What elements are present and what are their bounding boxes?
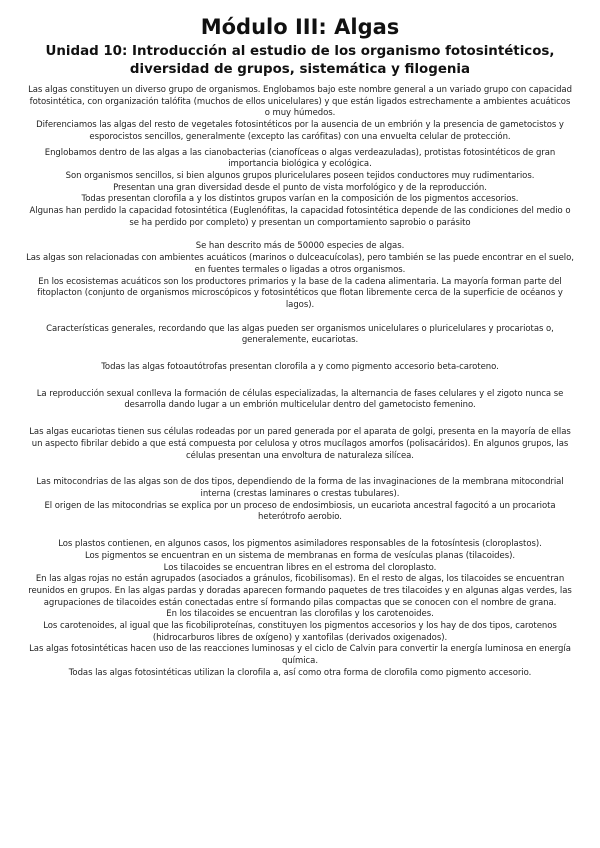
paragraph: Diferenciamos las algas del resto de vegetales fotosintéticos por la ausencia de un embrión y la presencia de gametocistos y esporocistos sencillos, generalmente (excepto las carófitas) con una envuelta celular de protección. [36, 120, 564, 142]
paragraph: Son organismos sencillos, si bien algunos grupos pluricelulares poseen tejidos conductores muy rudimentarios. [65, 170, 535, 181]
unit-subtitle-line-1: Unidad 10: Introducción al estudio de los organismo fotosintéticos, [45, 44, 555, 59]
paragraph: Las algas constituyen un diverso grupo de organismos. Englobamos bajo este nombre general a un variado grupo con capacidad fotosintética, con organización talófita (muchos de ellos unicelulares) y que están ligados estrechamente a ambientes acuáticos o muy húmedos. [28, 85, 572, 119]
paragraph: En los ecosistemas acuáticos son los productores primarios y la base de la cadena alimentaria. La mayoría forman parte del fitoplacton (conjunto de organismos microscópicos y fotosintéticos que flotan libremente cerca de la superficie de océanos y lagos). [37, 276, 563, 310]
paragraph: El origen de las mitocondrias se explica por un proceso de endosimbiosis, un eucariota ancestral fagocitó a un procariota heterótrofo aerobio. [44, 500, 556, 523]
paragraph: En los tilacoides se encuentran las clorofilas y los carotenoides. [166, 609, 434, 620]
unit-subtitle [26, 43, 574, 79]
paragraph: Las mitocondrias de las algas son de dos tipos, dependiendo de la forma de las invaginaciones de la membrana mitocondrial interna (crestas laminares o crestas tubulares). [36, 477, 564, 499]
page-title: Módulo III: Algas [200, 15, 400, 39]
paragraph: Las algas eucariotas tienen sus células rodeadas por un pared generada por el aparata de golgi, presenta en la mayoría de ellas un aspecto fibrilar debido a que está compuesta por celulosa y otros mucílagos amorfos (polisacáridos). En algunos grupos, las células presentan una envoltura de naturaleza silícea. [29, 427, 571, 461]
paragraph: Todas las algas fotoautótrofas presentan clorofila a y como pigmento accesorio beta-caroteno. [101, 362, 499, 373]
paragraph: Las algas fotosintéticas hacen uso de las reacciones luminosas y el ciclo de Calvin para convertir la energía luminosa en energía química. [29, 644, 571, 667]
paragraph: Presentan una gran diversidad desde el punto de vista morfológico y de la reproducción. [113, 182, 487, 193]
paragraph: Se han descrito más de 50000 especies de algas. [195, 241, 405, 252]
paragraph: Algunas han perdido la capacidad fotosintética (Euglenófitas, la capacidad fotosintética depende de las condiciones del medio o se ha perdido por completo) y presentan un comportamiento saprobio o parásito [29, 206, 571, 228]
paragraph: Los tilacoides se encuentran libres en el estroma del cloroplasto. [163, 562, 437, 573]
paragraph: La reproducción sexual conlleva la formación de células especializadas, la alternancia de fases celulares y el zigoto nunca se desarrolla dando lugar a un embrión multicelular dentro del gametocisto femenino. [36, 388, 564, 411]
paragraph: Todas las algas fotosintéticas utilizan la clorofila a, así como otra forma de clorofila como pigmento accesorio. [68, 667, 532, 678]
document-body [26, 85, 574, 680]
paragraph: Todas presentan clorofila a y los distintos grupos varían en la composición de los pigmentos accesorios. [81, 194, 519, 205]
paragraph: En las algas rojas no están agrupados (asociados a gránulos, ficobilisomas). En el resto de algas, los tilacoides se encuentran reunidos en grupos. En las algas pardas y doradas aparecen formando paquetes de tres tilacoides y en algunas algas verdes, las agrupaciones de tilacoides están conectadas entre sí formando pilas compactas que se conocen con el nombre de grana. [28, 574, 572, 608]
unit-subtitle-line-2: diversidad de grupos, sistemática y filogenia [129, 62, 471, 77]
paragraph: Características generales, recordando que las algas pueden ser organismos unicelulares o pluricelulares y procariotas o, generalemente, eucariotas. [46, 323, 554, 346]
paragraph: Los plastos contienen, en algunos casos, los pigmentos asimiladores responsables de la fotosíntesis (cloroplastos). [58, 539, 542, 550]
paragraph: Los carotenoides, al igual que las ficobiliproteínas, constituyen los pigmentos accesorios y los hay de dos tipos, carotenos (hidrocarburos libres de oxígeno) y xantofilas (derivados oxigenados). [43, 621, 557, 643]
paragraph: Englobamos dentro de las algas a las cianobacterias (cianofíceas o algas verdeazuladas), protistas fotosintéticos de gran importancia biológica y ecológica. [44, 147, 556, 170]
paragraph: Los pigmentos se encuentran en un sistema de membranas en forma de vesículas planas (tilacoides). [84, 550, 516, 561]
paragraph: Las algas son relacionadas con ambientes acuáticos (marinos o dulceacuícolas), pero también se las puede encontrar en el suelo, en fuentes termales o ligadas a otros organismos. [26, 253, 574, 275]
